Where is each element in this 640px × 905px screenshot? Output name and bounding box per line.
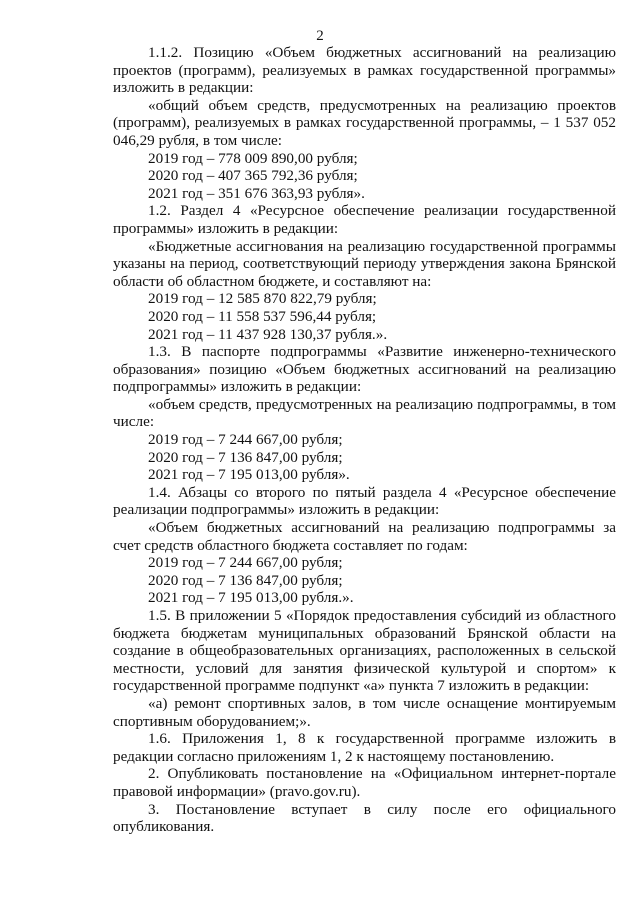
line-2020: 2020 год – 407 365 792,36 рубля; [148, 167, 358, 185]
document-body [113, 44, 616, 836]
paragraph-quote-budget: «Бюджетные ассигнования на реализацию государственной программы указаны на период, соответствующий периоду утверждения закона Брянской области об областном бюджете, и составляют на: [113, 237, 616, 290]
paragraph-quote-regional: «Объем бюджетных ассигнований на реализацию подпрограммы за счет средств областного бюджета составляет по годам: [113, 519, 616, 554]
line-2019: 2019 год – 7 244 667,00 рубля; [148, 431, 343, 449]
line-2021: 2021 год – 351 676 363,93 рубля». [148, 184, 365, 202]
paragraph-3: 3. Постановление вступает в силу после его официального опубликования. [113, 800, 616, 836]
line-2020: 2020 год – 7 136 847,00 рубля; [148, 448, 343, 466]
paragraph-quote-repair: «а) ремонт спортивных залов, в том числе оснащение монтируемым спортивным оборудованием;». [113, 694, 616, 730]
paragraph-1-5: 1.5. В приложении 5 «Порядок предоставления субсидий из областного бюджета бюджетам муниципальных образований Брянской области на создание в общеобразовательных организациях, расположенных в сельской местности, условий для занятия физической культурой и спортом» к государственной программе подпункт «а» пункта 7 изложить в редакции: [113, 607, 616, 695]
paragraph-1-6: 1.6. Приложения 1, 8 к государственной программе изложить в редакции согласно приложениям 1, 2 к настоящему постановлению. [113, 730, 616, 765]
line-2019: 2019 год – 12 585 870 822,79 рубля; [148, 290, 377, 308]
paragraph-quote-total: «общий объем средств, предусмотренных на реализацию проектов (программ), реализуемых в рамках государственной программы, – 1 537 052 046,29 рубля, в том числе: [113, 96, 616, 149]
line-2021: 2021 год – 7 195 013,00 рубля.». [148, 589, 354, 607]
line-2021: 2021 год – 7 195 013,00 рубля». [148, 466, 350, 484]
paragraph-1-1-2: 1.1.2. Позицию «Объем бюджетных ассигнований на реализацию проектов (программ), реализуемых в рамках государственной программы» изложить в редакции: [113, 44, 616, 97]
line-2020: 2020 год – 11 558 537 596,44 рубля; [148, 307, 377, 325]
paragraph-1-3: 1.3. В паспорте подпрограммы «Развитие инженерно-технического образования» позицию «Объем бюджетных ассигнований на реализацию подпрограммы» изложить в редакции: [113, 343, 616, 396]
line-2021: 2021 год – 11 437 928 130,37 рубля.». [148, 325, 388, 343]
paragraph-quote-subprogram: «объем средств, предусмотренных на реализацию подпрограммы, в том числе: [113, 395, 616, 431]
line-2019: 2019 год – 778 009 890,00 рубля; [148, 149, 358, 167]
paragraph-1-4: 1.4. Абзацы со второго по пятый раздела 4 «Ресурсное обеспечение реализации подпрограммы» изложить в редакции: [113, 483, 616, 519]
page-number: 2 [316, 28, 324, 44]
line-2019: 2019 год – 7 244 667,00 рубля; [148, 554, 343, 572]
line-2020: 2020 год – 7 136 847,00 рубля; [148, 571, 343, 589]
paragraph-1-2: 1.2. Раздел 4 «Ресурсное обеспечение реализации государственной программы» изложить в редакции: [113, 202, 616, 237]
paragraph-2: 2. Опубликовать постановление на «Официальном интернет-портале правовой информации» (pravo.gov.ru). [113, 765, 616, 800]
